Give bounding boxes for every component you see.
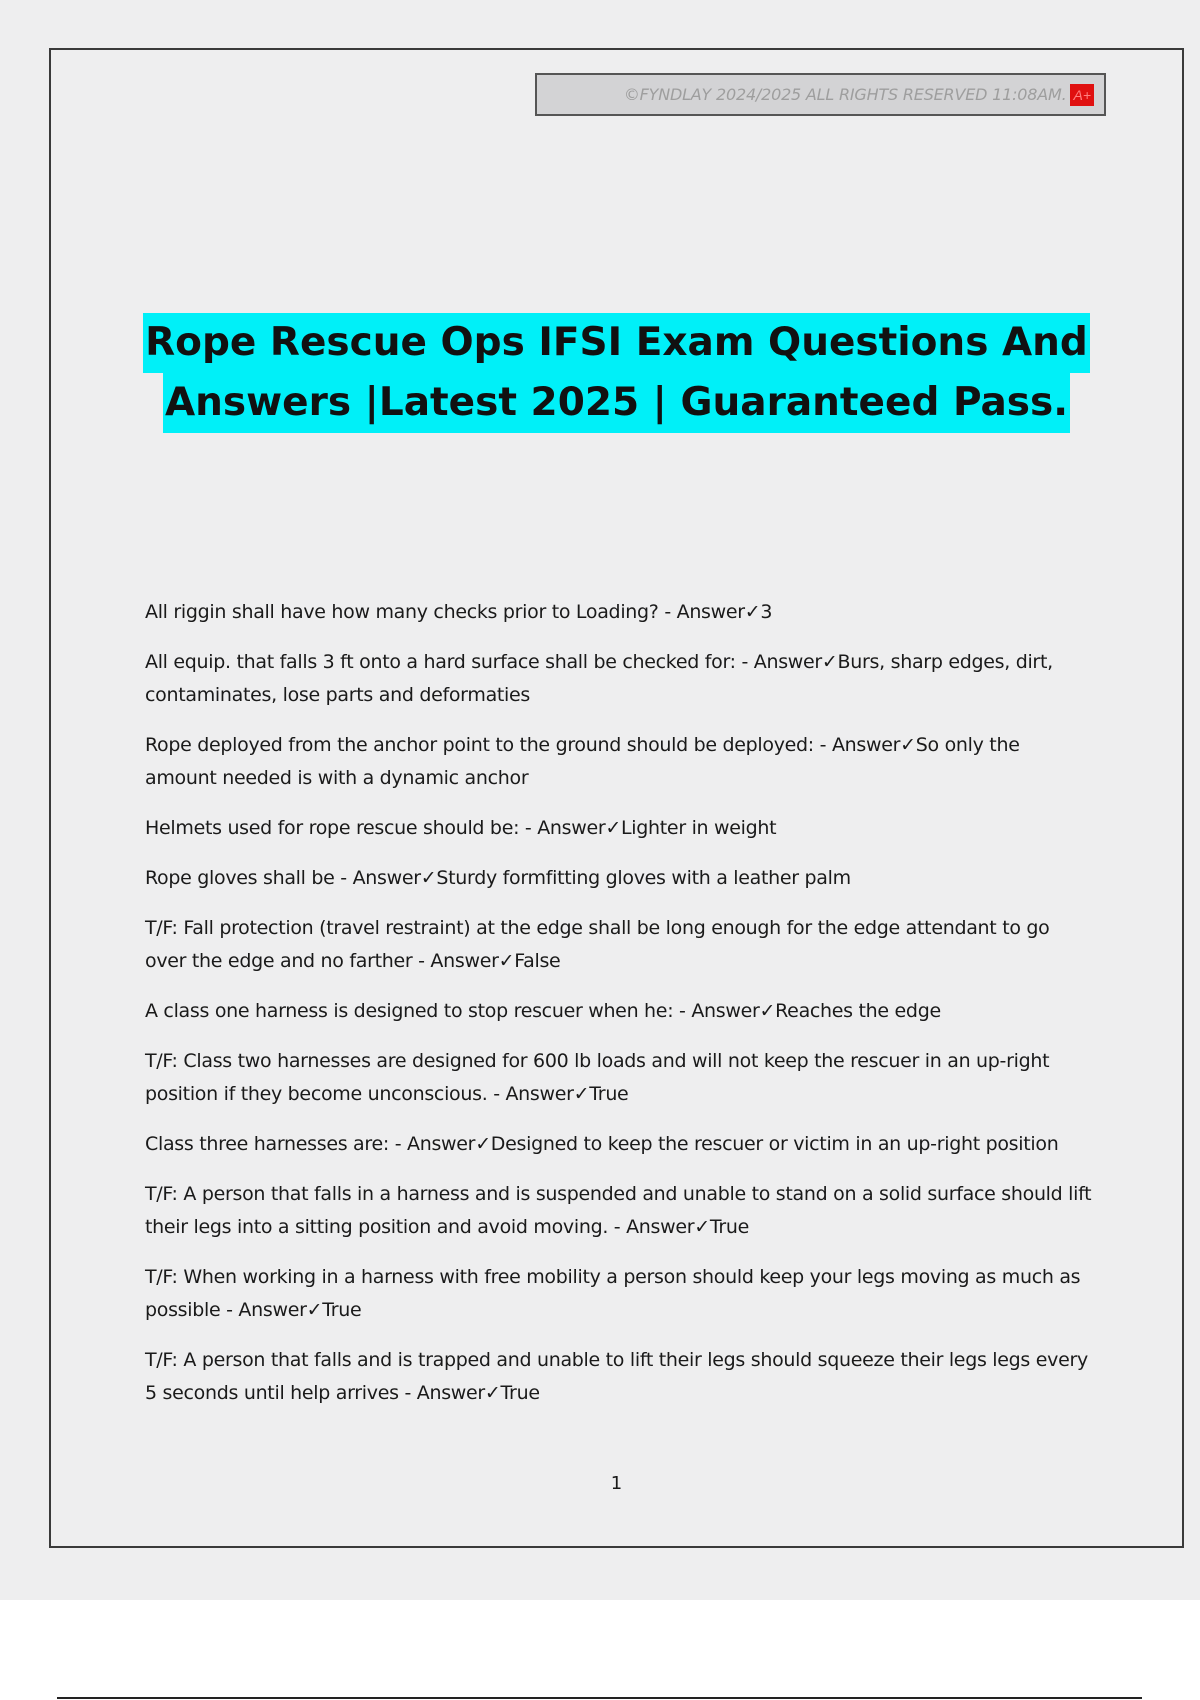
qa-item: T/F: When working in a harness with free mobility a person should keep your legs moving as much as possible - Answer✓True (145, 1266, 1081, 1321)
qa-list (145, 596, 1095, 1427)
qa-item: All equip. that falls 3 ft onto a hard surface shall be checked for: - Answer✓Burs, sharp edges, dirt, contaminates, lose parts and deformaties (145, 651, 1053, 706)
qa-item: Class three harnesses are: - Answer✓Designed to keep the rescuer or victim in an up-right position (145, 1133, 1059, 1155)
copyright-watermark (535, 73, 1106, 116)
qa-item: A class one harness is designed to stop rescuer when he: - Answer✓Reaches the edge (145, 1000, 941, 1022)
qa-item: T/F: Class two harnesses are designed for 600 lb loads and will not keep the rescuer in an up-right position if they become unconscious. - Answer✓True (145, 1050, 1050, 1105)
qa-item: Rope gloves shall be - Answer✓Sturdy formfitting gloves with a leather palm (145, 867, 851, 889)
qa-item: All riggin shall have how many checks prior to Loading? - Answer✓3 (145, 601, 773, 623)
title-line-1: Rope Rescue Ops IFSI Exam Questions And (143, 313, 1090, 373)
qa-item: T/F: Fall protection (travel restraint) at the edge shall be long enough for the edge attendant to go over the edge and no farther - Answer✓False (145, 917, 1050, 972)
grade-badge: A+ (1070, 84, 1094, 106)
qa-item: T/F: A person that falls in a harness and is suspended and unable to stand on a solid surface should lift their legs into a sitting position and avoid moving. - Answer✓True (145, 1183, 1092, 1238)
qa-item: T/F: A person that falls and is trapped and unable to lift their legs should squeeze their legs legs every 5 seconds until help arrives - Answer✓True (145, 1349, 1088, 1404)
title-line-2: Answers |Latest 2025 | Guaranteed Pass. (163, 373, 1070, 433)
next-page-divider (57, 1697, 1142, 1699)
qa-item: Helmets used for rope rescue should be: - Answer✓Lighter in weight (145, 817, 777, 839)
qa-item: Rope deployed from the anchor point to the ground should be deployed: - Answer✓So only the amount needed is with a dynamic anchor (145, 734, 1020, 789)
page-number: 1 (610, 1473, 623, 1494)
document-title (49, 313, 1184, 433)
copyright-text: ©FYNDLAY 2024/2025 ALL RIGHTS RESERVED 11:08AM. (623, 85, 1067, 104)
